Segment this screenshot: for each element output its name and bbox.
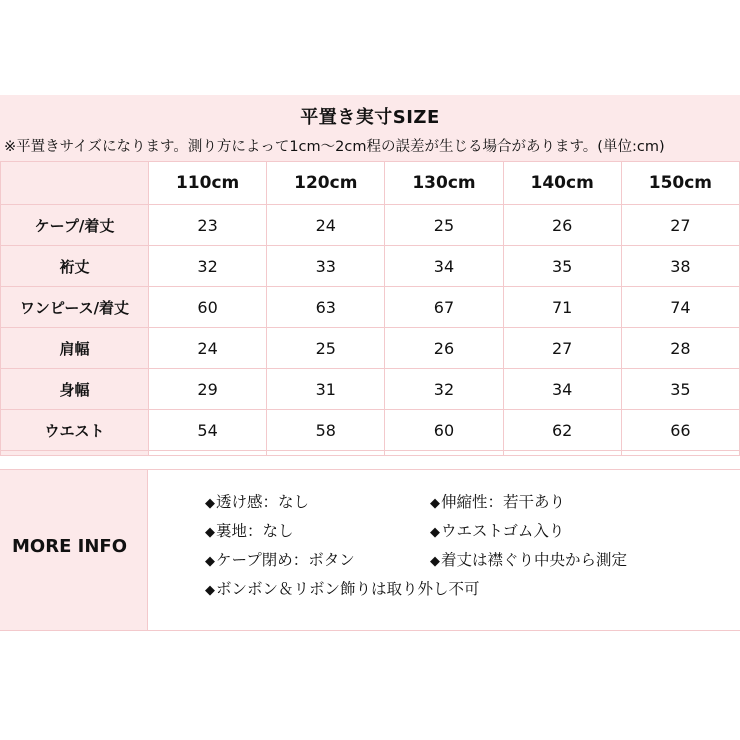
- info-row: [205, 490, 725, 519]
- info-item-lining: [205, 519, 294, 541]
- table-cell: 27: [503, 328, 621, 369]
- more-info-list: [205, 490, 725, 606]
- table-row: [1, 410, 740, 451]
- table-cell: 24: [149, 328, 267, 369]
- table-row: [1, 287, 740, 328]
- table-cell: 32: [385, 369, 503, 410]
- table-cell: 38: [621, 246, 739, 287]
- row-label-cape-length: ケープ/着丈: [1, 205, 149, 246]
- chart-title: 平置き実寸SIZE: [300, 107, 440, 128]
- info-item-text: ケープ閉め：ボタン: [216, 551, 355, 569]
- diamond-bullet-icon: ◆: [430, 496, 440, 511]
- more-info-section: [0, 469, 740, 631]
- info-item-length-measure: [430, 548, 627, 570]
- spacer-cell: [149, 451, 267, 456]
- table-cell: 32: [149, 246, 267, 287]
- title-band: [0, 95, 740, 161]
- info-row: [205, 548, 725, 577]
- table-cell: 58: [267, 410, 385, 451]
- info-item-pompom-ribbon: [205, 577, 480, 599]
- info-item-stretch: [430, 490, 565, 512]
- corner-cell: [1, 162, 149, 205]
- table-cell: 25: [267, 328, 385, 369]
- size-column-120: 120cm: [267, 162, 385, 205]
- more-info-label-cell: [0, 470, 148, 630]
- table-row: [1, 205, 740, 246]
- table-cell: 34: [385, 246, 503, 287]
- measurement-note: ※平置きサイズになります。測り方によって1cm〜2cm程の誤差が生じる場合があります。(単位:cm): [4, 139, 665, 155]
- diamond-bullet-icon: ◆: [205, 554, 215, 569]
- row-label-dress-length: ワンピース/着丈: [1, 287, 149, 328]
- info-item-cape-closure: [205, 548, 355, 570]
- info-item-text: 伸縮性：若干あり: [441, 493, 566, 511]
- table-cell: 54: [149, 410, 267, 451]
- table-cell: 23: [149, 205, 267, 246]
- diamond-bullet-icon: ◆: [430, 554, 440, 569]
- table-cell: 66: [621, 410, 739, 451]
- info-item-text: 着丈は襟ぐり中央から測定: [441, 551, 628, 569]
- spacer-cell: [1, 451, 149, 456]
- diamond-bullet-icon: ◆: [430, 525, 440, 540]
- row-label-shoulder-width: 肩幅: [1, 328, 149, 369]
- table-cell: 67: [385, 287, 503, 328]
- info-item-text: ウエストゴム入り: [441, 522, 565, 540]
- spacer-cell: [267, 451, 385, 456]
- table-cell: 34: [503, 369, 621, 410]
- spacer-cell: [385, 451, 503, 456]
- table-cell: 63: [267, 287, 385, 328]
- diamond-bullet-icon: ◆: [205, 525, 215, 540]
- table-cell: 33: [267, 246, 385, 287]
- table-cell: 35: [621, 369, 739, 410]
- table-cell: 71: [503, 287, 621, 328]
- table-cell: 31: [267, 369, 385, 410]
- size-column-130: 130cm: [385, 162, 503, 205]
- table-cell: 25: [385, 205, 503, 246]
- info-item-text: 透け感：なし: [216, 493, 310, 511]
- table-cell: 26: [503, 205, 621, 246]
- info-item-text: 裏地：なし: [216, 522, 294, 540]
- size-column-150: 150cm: [621, 162, 739, 205]
- table-row: [1, 328, 740, 369]
- info-item-transparency: [205, 490, 309, 512]
- info-item-text: ボンボン＆リボン飾りは取り外し不可: [216, 580, 480, 598]
- table-cell: 74: [621, 287, 739, 328]
- spacer-cell: [503, 451, 621, 456]
- table-cell: 26: [385, 328, 503, 369]
- more-info-label: MORE INFO: [12, 536, 127, 557]
- table-cell: 60: [385, 410, 503, 451]
- table-cell: 27: [621, 205, 739, 246]
- row-label-body-width: 身幅: [1, 369, 149, 410]
- size-column-140: 140cm: [503, 162, 621, 205]
- size-table: [0, 161, 740, 456]
- info-item-waist-elastic: [430, 519, 564, 541]
- spacer-cell: [621, 451, 739, 456]
- table-cell: 29: [149, 369, 267, 410]
- table-row: [1, 369, 740, 410]
- diamond-bullet-icon: ◆: [205, 496, 215, 511]
- table-cell: 62: [503, 410, 621, 451]
- info-row: [205, 577, 725, 606]
- table-cell: 60: [149, 287, 267, 328]
- size-header-row: [1, 162, 740, 205]
- table-cell: 24: [267, 205, 385, 246]
- row-label-sleeve-length: 裄丈: [1, 246, 149, 287]
- table-cell: 28: [621, 328, 739, 369]
- info-row: [205, 519, 725, 548]
- row-label-waist: ウエスト: [1, 410, 149, 451]
- spacer-row: [1, 451, 740, 456]
- table-row: [1, 246, 740, 287]
- table-cell: 35: [503, 246, 621, 287]
- diamond-bullet-icon: ◆: [205, 583, 215, 598]
- size-column-110: 110cm: [149, 162, 267, 205]
